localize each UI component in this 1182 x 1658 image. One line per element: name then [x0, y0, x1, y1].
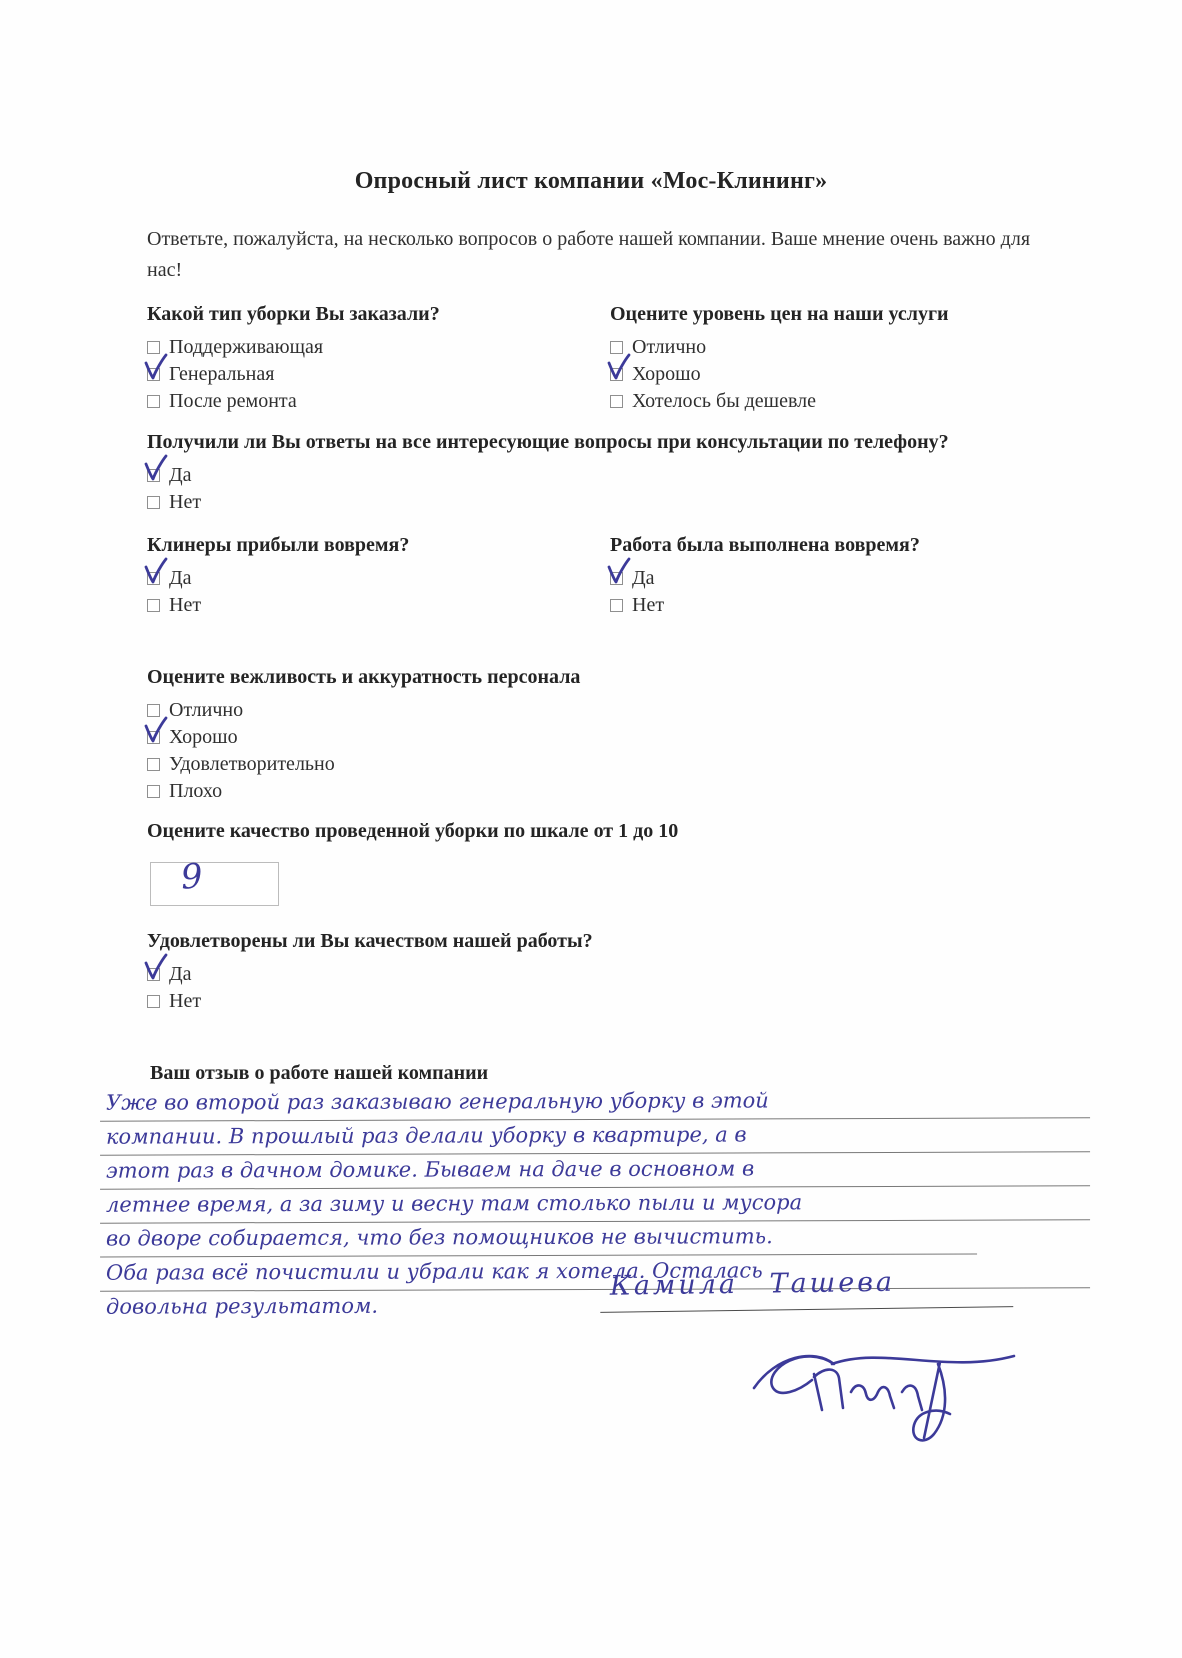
checkbox-icon[interactable]: [147, 572, 160, 585]
option-no: [610, 592, 920, 619]
option-label: Да: [632, 567, 655, 589]
review-line: Оба раза всё почистили и убрали как я хотела. Осталась: [100, 1254, 1090, 1291]
question-label: Какой тип уборки Вы заказали?: [147, 303, 440, 325]
option-label: Нет: [169, 594, 202, 616]
signed-name: Камила Ташева: [600, 1265, 1014, 1313]
checkbox-icon[interactable]: [147, 496, 160, 509]
option-no: [147, 592, 409, 619]
checkbox-icon[interactable]: [147, 731, 160, 744]
question-cleaning-type: [147, 303, 440, 415]
review-line: этот раз в дачном домике. Бываем на даче в основном в: [100, 1152, 1090, 1189]
option-yes: [610, 565, 920, 592]
option-maintaining: [147, 334, 440, 361]
option-general: [147, 361, 440, 388]
checkmark-icon: [605, 557, 631, 585]
review-line: летнее время, а за зиму и весну там столько пыли и мусора: [100, 1186, 1090, 1223]
checkbox-icon[interactable]: [610, 572, 623, 585]
option-yes: [147, 565, 409, 592]
question-label: Получили ли Вы ответы на все интересующие вопросы при консультации по телефону?: [147, 431, 949, 453]
checkbox-icon[interactable]: [147, 395, 160, 408]
option-label: Хотелось бы дешевле: [632, 390, 816, 412]
option-label: Отлично: [632, 336, 707, 358]
option-after-repair: [147, 388, 440, 415]
option-label: Отлично: [169, 699, 244, 721]
option-label: Да: [169, 567, 192, 589]
checkmark-icon: [142, 557, 168, 585]
feedback-label: Ваш отзыв о работе нашей компании: [150, 1062, 489, 1084]
checkbox-icon[interactable]: [147, 341, 160, 354]
question-work-on-time: [610, 534, 920, 619]
checkbox-icon[interactable]: [610, 368, 623, 381]
option-bad: [147, 778, 580, 805]
option-no: [147, 988, 593, 1015]
checkbox-icon[interactable]: [147, 995, 160, 1008]
checkbox-icon[interactable]: [610, 395, 623, 408]
option-satisfactory: [147, 751, 580, 778]
question-price-level: [610, 303, 949, 415]
checkbox-icon[interactable]: [147, 704, 160, 717]
option-label: Да: [169, 464, 192, 486]
question-label: Клинеры прибыли вовремя?: [147, 534, 410, 556]
option-label: Генеральная: [169, 363, 275, 385]
checkbox-icon[interactable]: [147, 469, 160, 482]
question-label: Оцените уровень цен на наши услуги: [610, 303, 949, 325]
option-yes: [147, 961, 593, 988]
review-line: во дворе собирается, что без помощников не вычистить.: [100, 1220, 977, 1257]
question-satisfied: [147, 930, 593, 1015]
option-yes: [147, 462, 949, 489]
option-wish-cheaper: [610, 388, 949, 415]
question-quality-scale: [147, 820, 678, 851]
option-label: Нет: [169, 990, 202, 1012]
question-phone-consultation: [147, 431, 949, 516]
question-politeness: [147, 666, 580, 805]
checkbox-icon[interactable]: [147, 599, 160, 612]
rating-input-box[interactable]: [150, 856, 279, 906]
review-line: Уже во второй раз заказываю генеральную уборку в этой: [100, 1084, 1090, 1121]
question-cleaners-on-time: [147, 534, 409, 619]
checkbox-icon[interactable]: [147, 758, 160, 771]
question-label: Оцените вежливость и аккуратность персонала: [147, 666, 581, 688]
option-label: Удовлетворительно: [169, 753, 335, 775]
checkmark-icon: [142, 454, 168, 482]
checkmark-icon: [142, 953, 168, 981]
option-label: Хорошо: [169, 726, 238, 748]
option-good: [147, 724, 580, 751]
question-label: Оцените качество проведенной уборки по шкале от 1 до 10: [147, 820, 679, 842]
rating-handwritten-value: 9: [179, 856, 205, 898]
option-good: [610, 361, 949, 388]
question-label: Удовлетворены ли Вы качеством нашей работы?: [147, 930, 593, 952]
intro-text: Ответьте, пожалуйста, на несколько вопросов о работе нашей компании. Ваше мнение очень важно для нас!: [147, 228, 1031, 281]
option-no: [147, 489, 949, 516]
handwritten-signature: [742, 1322, 1027, 1447]
review-line: довольна результатом.: [105, 1293, 379, 1319]
checkbox-icon[interactable]: [147, 368, 160, 381]
option-label: Хорошо: [632, 363, 701, 385]
page-title: Опросный лист компании «Мос-Клининг»: [354, 168, 828, 194]
option-label: Поддерживающая: [169, 336, 324, 358]
option-excellent: [147, 697, 580, 724]
option-label: Плохо: [169, 780, 223, 802]
option-label: Нет: [169, 491, 202, 513]
option-label: Да: [169, 963, 192, 985]
checkbox-icon[interactable]: [610, 341, 623, 354]
option-label: Нет: [632, 594, 665, 616]
option-label: После ремонта: [169, 390, 297, 412]
option-excellent: [610, 334, 949, 361]
checkbox-icon[interactable]: [610, 599, 623, 612]
checkbox-icon[interactable]: [147, 785, 160, 798]
review-line: компании. В прошлый раз делали уборку в квартире, а в: [100, 1118, 1090, 1155]
question-label: Работа была выполнена вовремя?: [610, 534, 920, 556]
checkbox-icon[interactable]: [147, 968, 160, 981]
